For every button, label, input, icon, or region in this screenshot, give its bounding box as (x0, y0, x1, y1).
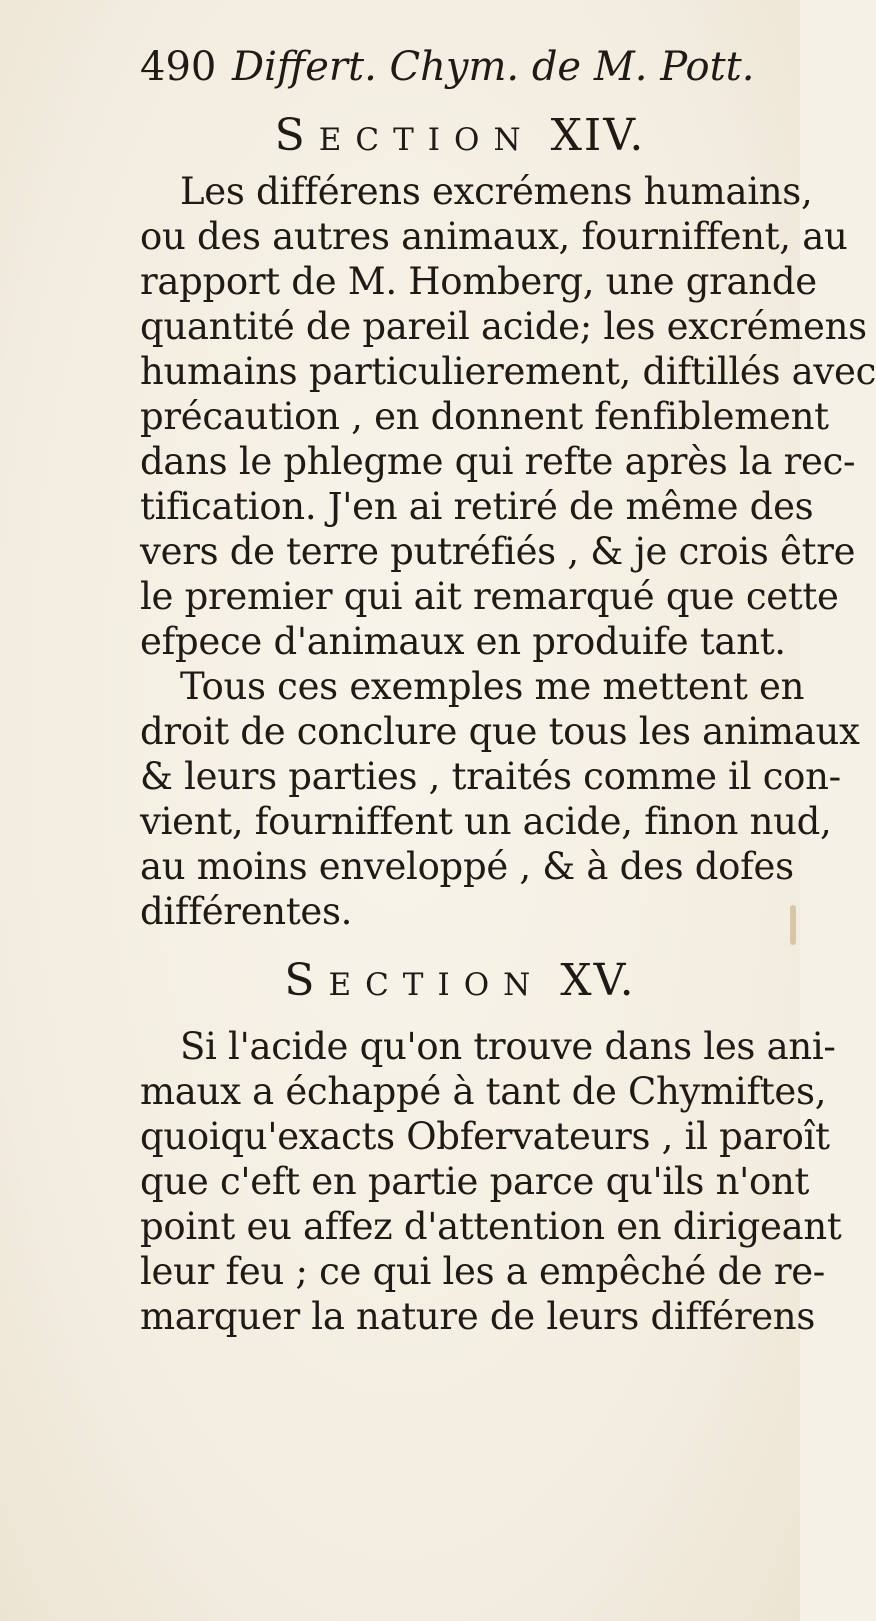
section-numeral: XV. (560, 955, 636, 1006)
section-heading-xiv (140, 110, 780, 161)
text-line: Les différens excrémens humains, (180, 170, 813, 213)
text-line: quantité de pareil acide; les excrémens (140, 305, 867, 348)
section-label: Section (274, 110, 535, 161)
text-line: quoiqu'exacts Obfervateurs , il paroît (140, 1115, 830, 1158)
text-line: vers de terre putréfiés , & je crois être (140, 530, 856, 573)
section-numeral: XIV. (550, 110, 646, 161)
text-line: humains particulierement, diftillés avec (140, 350, 876, 393)
section-label: Section (284, 955, 545, 1006)
text-line: que c'eft en partie parce qu'ils n'ont (140, 1160, 810, 1203)
section-heading-xv (140, 955, 780, 1006)
text-line: point eu affez d'attention en dirigeant (140, 1205, 842, 1248)
text-line: marquer la nature de leurs différens (140, 1295, 816, 1338)
running-title: Differt. Chym. de M. Pott. (232, 44, 755, 90)
text-line: différentes. (140, 890, 353, 933)
page-edge-mark (790, 905, 796, 945)
text-line: Tous ces exemples me mettent en (180, 665, 805, 708)
text-line: le premier qui ait remarqué que cette (140, 575, 839, 618)
page-header (140, 44, 780, 96)
text-line: leur feu ; ce qui les a empêché de re- (140, 1250, 826, 1293)
text-line: & leurs parties , traités comme il con- (140, 755, 841, 798)
text-line: tification. J'en ai retiré de même des (140, 485, 814, 528)
text-line: dans le phlegme qui refte après la rec- (140, 440, 856, 483)
text-line: précaution , en donnent fenfiblement (140, 395, 829, 438)
text-line: maux a échappé à tant de Chymiftes, (140, 1070, 827, 1113)
text-line: au moins enveloppé , & à des dofes (140, 845, 794, 888)
text-line: efpece d'animaux en produife tant. (140, 620, 786, 663)
text-line: ou des autres animaux, fourniffent, au (140, 215, 848, 258)
text-line: rapport de M. Homberg, une grande (140, 260, 817, 303)
page-number: 490 (140, 44, 217, 90)
text-line: vient, fourniffent un acide, finon nud, (140, 800, 832, 843)
text-line: droit de conclure que tous les animaux (140, 710, 860, 753)
text-line: Si l'acide qu'on trouve dans les ani- (180, 1025, 836, 1068)
